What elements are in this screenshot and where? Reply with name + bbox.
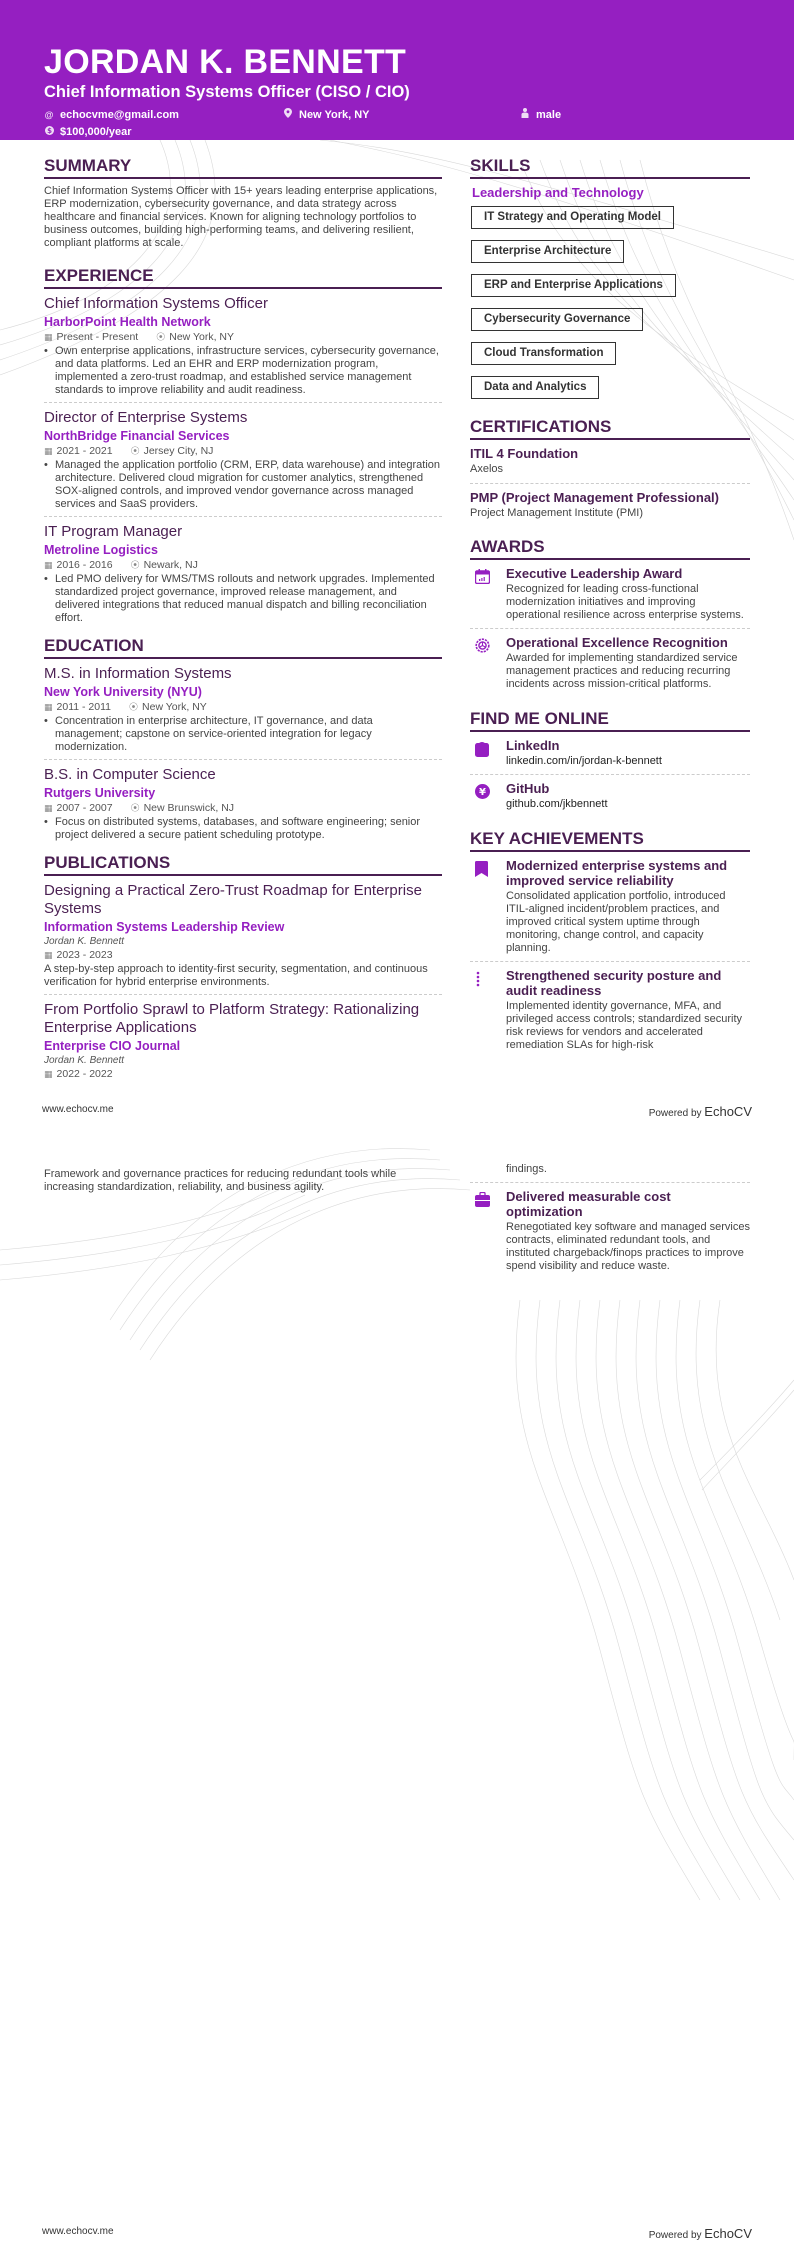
footer-brand: EchoCV: [704, 2226, 752, 2241]
certification-entry: [470, 446, 750, 484]
section-heading-education: EDUCATION: [44, 636, 442, 659]
section-heading-online: FIND ME ONLINE: [470, 709, 750, 732]
entry-dates: 2011 - 2011: [56, 701, 112, 713]
skill-list: [470, 203, 750, 407]
experience-entry: [44, 409, 442, 517]
entry-bullet: • Concentration in enterprise architecture, IT governance, and data management; capstone on service-oriented integration for legacy modernization.: [44, 715, 442, 754]
summary-text: Chief Information Systems Officer with 15+ years leading enterprise applications, ERP modernization, cybersecurity governance, and data strategy across healthcare and financial services. Known for aligning technology portfolios to business outcomes, building high-performing teams, and delivering resilient, compliant platforms at scale.: [44, 185, 438, 249]
company-name: Metroline Logistics: [44, 543, 158, 557]
certification-name: PMP (Project Management Professional): [470, 490, 719, 505]
section-heading-publications: PUBLICATIONS: [44, 853, 442, 876]
certification-issuer: Axelos: [470, 463, 504, 475]
entry-bullet: • Led PMO delivery for WMS/TMS rollouts and network upgrades. Implemented standardized project governance, improved release management, and delivered integrations that reduced manual dispatch and billing reconciliation effort.: [44, 573, 442, 625]
entry-location: New York, NY: [142, 701, 207, 713]
achievement-title: Strengthened security posture and audit readiness: [506, 968, 722, 998]
entry-meta: [44, 701, 442, 714]
award-entry: [470, 635, 750, 697]
entry-dates: 2023 - 2023: [56, 949, 113, 961]
achievement-description: Implemented identity governance, MFA, and privileged access controls; standardized security risk reviews for vendors and accelerated remediation SLAs for high-risk: [506, 1000, 743, 1051]
education-entry: [44, 665, 442, 760]
footer-brand: EchoCV: [704, 1104, 752, 1119]
publisher-name: Information Systems Leadership Review: [44, 920, 285, 934]
location-pin-icon: ⦿: [130, 803, 140, 813]
achievement-entry-continued: [470, 1163, 750, 1183]
entry-meta: [44, 559, 442, 572]
certifications-section: [470, 417, 750, 527]
education-entry: [44, 766, 442, 847]
calendar-chart-icon: [475, 569, 490, 584]
entry-bullet: • Managed the application portfolio (CRM, ERP, data warehouse) and integration architecture. Delivered cloud migration for customer analytics, strengthened SOX-aligned controls, and improved vendor governance across managed services and SaaS providers.: [44, 459, 442, 511]
achievement-description: Consolidated application portfolio, introduced ITIL-aligned incident/problem practices, and improved critical system uptime through monitoring, change control, and capacity planning.: [506, 890, 726, 954]
skill-group-label: Leadership and Technology: [472, 185, 644, 200]
entry-dates: 2022 - 2022: [56, 1068, 113, 1080]
github-icon: [475, 784, 490, 799]
degree-title: M.S. in Information Systems: [44, 665, 232, 682]
contact-salary: [44, 125, 132, 140]
page-footer: [42, 1104, 752, 1119]
candidate-title: Chief Information Systems Officer (CISO / CIO): [44, 83, 410, 101]
education-section: [44, 636, 442, 847]
certification-name: ITIL 4 Foundation: [470, 446, 579, 461]
entry-dates: 2007 - 2007: [56, 802, 113, 814]
achievement-entry: [470, 858, 750, 962]
award-description: Recognized for leading cross-functional modernization initiatives and improving operational resilience across enterprise systems.: [506, 583, 744, 621]
section-heading-experience: EXPERIENCE: [44, 266, 442, 289]
entry-dates: Present - Present: [56, 331, 139, 343]
publisher-name: Enterprise CIO Journal: [44, 1039, 181, 1053]
entry-meta: [44, 949, 442, 962]
candidate-name: JORDAN K. BENNETT: [44, 43, 407, 81]
location-pin-icon: ⦿: [156, 332, 166, 342]
entry-meta: [44, 802, 442, 815]
contact-gender: [520, 108, 561, 123]
school-name: Rutgers University: [44, 786, 156, 800]
section-heading-summary: SUMMARY: [44, 156, 442, 179]
gear-badge-icon: [475, 638, 490, 653]
company-name: NorthBridge Financial Services: [44, 429, 230, 443]
entry-dates: 2016 - 2016: [56, 559, 113, 571]
location-pin-icon: ⦿: [129, 702, 139, 712]
achievement-title: Modernized enterprise systems and improved service reliability: [506, 858, 728, 888]
resume-header: [0, 0, 794, 140]
profile-url[interactable]: github.com/jkbennett: [506, 798, 608, 810]
gender-value: male: [536, 109, 562, 121]
profile-label: GitHub: [506, 781, 550, 796]
publication-description-continued: Framework and governance practices for reducing redundant tools while increasing standardization, reliability, and business agility.: [44, 1168, 397, 1193]
publication-title: From Portfolio Sprawl to Platform Strategy: Rationalizing Enterprise Applications: [44, 1001, 420, 1036]
achievement-description: findings.: [506, 1163, 547, 1175]
entry-location: Jersey City, NJ: [143, 445, 214, 457]
page-footer: [42, 2226, 752, 2241]
skill-tag: Cybersecurity Governance: [471, 308, 643, 331]
job-title: Chief Information Systems Officer: [44, 295, 268, 312]
certification-entry: [470, 490, 750, 527]
profile-label: LinkedIn: [506, 738, 560, 753]
entry-meta: [44, 445, 442, 458]
calendar-icon: ▦: [44, 803, 53, 813]
left-column: [44, 156, 442, 1092]
job-title: IT Program Manager: [44, 523, 183, 540]
online-profile-entry[interactable]: [470, 738, 750, 775]
right-column: [470, 156, 750, 1064]
contact-location: [283, 108, 520, 123]
calendar-icon: ▦: [44, 702, 53, 712]
svg-text:¥: ¥: [479, 787, 486, 798]
skills-section: [470, 156, 750, 407]
entry-bullet: • Own enterprise applications, infrastructure services, cybersecurity governance, and data platforms. Led an EHR and ERP modernization program, implemented a zero-trust roadmap, and established service management standards to improve reliability and audit readiness.: [44, 345, 442, 397]
summary-section: [44, 156, 442, 250]
award-title: Operational Excellence Recognition: [506, 635, 728, 650]
degree-title: B.S. in Computer Science: [44, 766, 216, 783]
linkedin-icon: [475, 741, 489, 757]
section-heading-certifications: CERTIFICATIONS: [470, 417, 750, 440]
experience-section: [44, 266, 442, 630]
calendar-icon: ▦: [44, 560, 53, 570]
entry-location: Newark, NJ: [143, 559, 198, 571]
achievement-title: Delivered measurable cost optimization: [506, 1189, 671, 1219]
entry-meta: [44, 1068, 442, 1081]
profile-url[interactable]: linkedin.com/in/jordan-k-bennett: [506, 755, 662, 767]
entry-meta: [44, 331, 442, 344]
bookmark-icon: [475, 861, 488, 877]
footer-powered-by: Powered by EchoCV: [648, 2226, 752, 2241]
section-heading-skills: SKILLS: [470, 156, 750, 179]
location-pin-icon: [283, 108, 293, 123]
company-name: HarborPoint Health Network: [44, 315, 211, 329]
certification-issuer: Project Management Institute (PMI): [470, 507, 644, 519]
right-column-continued: [470, 1163, 750, 1285]
location-value: New York, NY: [299, 109, 370, 121]
contact-row-2: [44, 125, 794, 140]
publication-description: A step-by-step approach to identity-first security, segmentation, and continuous verification for hybrid enterprise environments.: [44, 963, 428, 988]
section-heading-achievements: KEY ACHIEVEMENTS: [470, 829, 750, 852]
entry-dates: 2021 - 2021: [56, 445, 113, 457]
dots-vertical-icon: [475, 971, 481, 987]
calendar-icon: ▦: [44, 950, 53, 960]
contact-row-1: [44, 108, 794, 123]
footer-powered-by: Powered by EchoCV: [648, 1104, 752, 1119]
at-icon: @: [44, 110, 54, 120]
email-value: echocvme@gmail.com: [60, 109, 179, 121]
achievement-entry: [470, 968, 750, 1058]
achievement-entry: [470, 1189, 750, 1279]
skill-tag: Data and Analytics: [471, 376, 599, 399]
award-title: Executive Leadership Award: [506, 566, 683, 581]
location-pin-icon: ⦿: [130, 446, 140, 456]
publication-entry: [44, 1001, 442, 1086]
award-entry: [470, 566, 750, 629]
salary-icon: [44, 125, 54, 140]
footer-site-link[interactable]: www.echocv.me: [42, 2226, 114, 2237]
publication-author: Jordan K. Bennett: [44, 936, 125, 947]
entry-bullet: • Focus on distributed systems, databases, and software engineering; senior project delivered a secure patient scheduling prototype.: [44, 816, 442, 842]
experience-entry: [44, 295, 442, 403]
skill-tag: Enterprise Architecture: [471, 240, 624, 263]
achievement-description: Renegotiated key software and managed services contracts, eliminated redundant tools, and instituted chargeback/finops practices to improve spend visibility and reduce waste.: [506, 1221, 750, 1272]
calendar-icon: ▦: [44, 332, 53, 342]
publication-author: Jordan K. Bennett: [44, 1055, 125, 1066]
calendar-icon: ▦: [44, 446, 53, 456]
calendar-icon: ▦: [44, 1069, 53, 1079]
experience-entry: [44, 523, 442, 630]
footer-site-link[interactable]: www.echocv.me: [42, 1104, 114, 1115]
briefcase-icon: [475, 1192, 490, 1207]
entry-location: New Brunswick, NJ: [143, 802, 235, 814]
skill-tag: ERP and Enterprise Applications: [471, 274, 676, 297]
location-pin-icon: ⦿: [130, 560, 140, 570]
achievements-section: [470, 829, 750, 1058]
publication-entry: [44, 882, 442, 995]
svg-text:$: $: [46, 127, 52, 135]
job-title: Director of Enterprise Systems: [44, 409, 248, 426]
school-name: New York University (NYU): [44, 685, 202, 699]
awards-section: [470, 537, 750, 697]
salary-value: $100,000/year: [60, 126, 132, 138]
online-section: [470, 709, 750, 817]
award-description: Awarded for implementing standardized service management practices and reducing recurring incidents across mission-critical platforms.: [506, 652, 738, 690]
person-icon: [520, 108, 530, 123]
skill-tag: IT Strategy and Operating Model: [471, 206, 674, 229]
contact-email[interactable]: [44, 108, 283, 123]
skill-tag: Cloud Transformation: [471, 342, 616, 365]
section-heading-awards: AWARDS: [470, 537, 750, 560]
publications-section: [44, 853, 442, 1086]
entry-location: New York, NY: [169, 331, 235, 343]
publication-title: Designing a Practical Zero-Trust Roadmap for Enterprise Systems: [44, 882, 422, 917]
online-profile-entry[interactable]: [470, 781, 750, 817]
